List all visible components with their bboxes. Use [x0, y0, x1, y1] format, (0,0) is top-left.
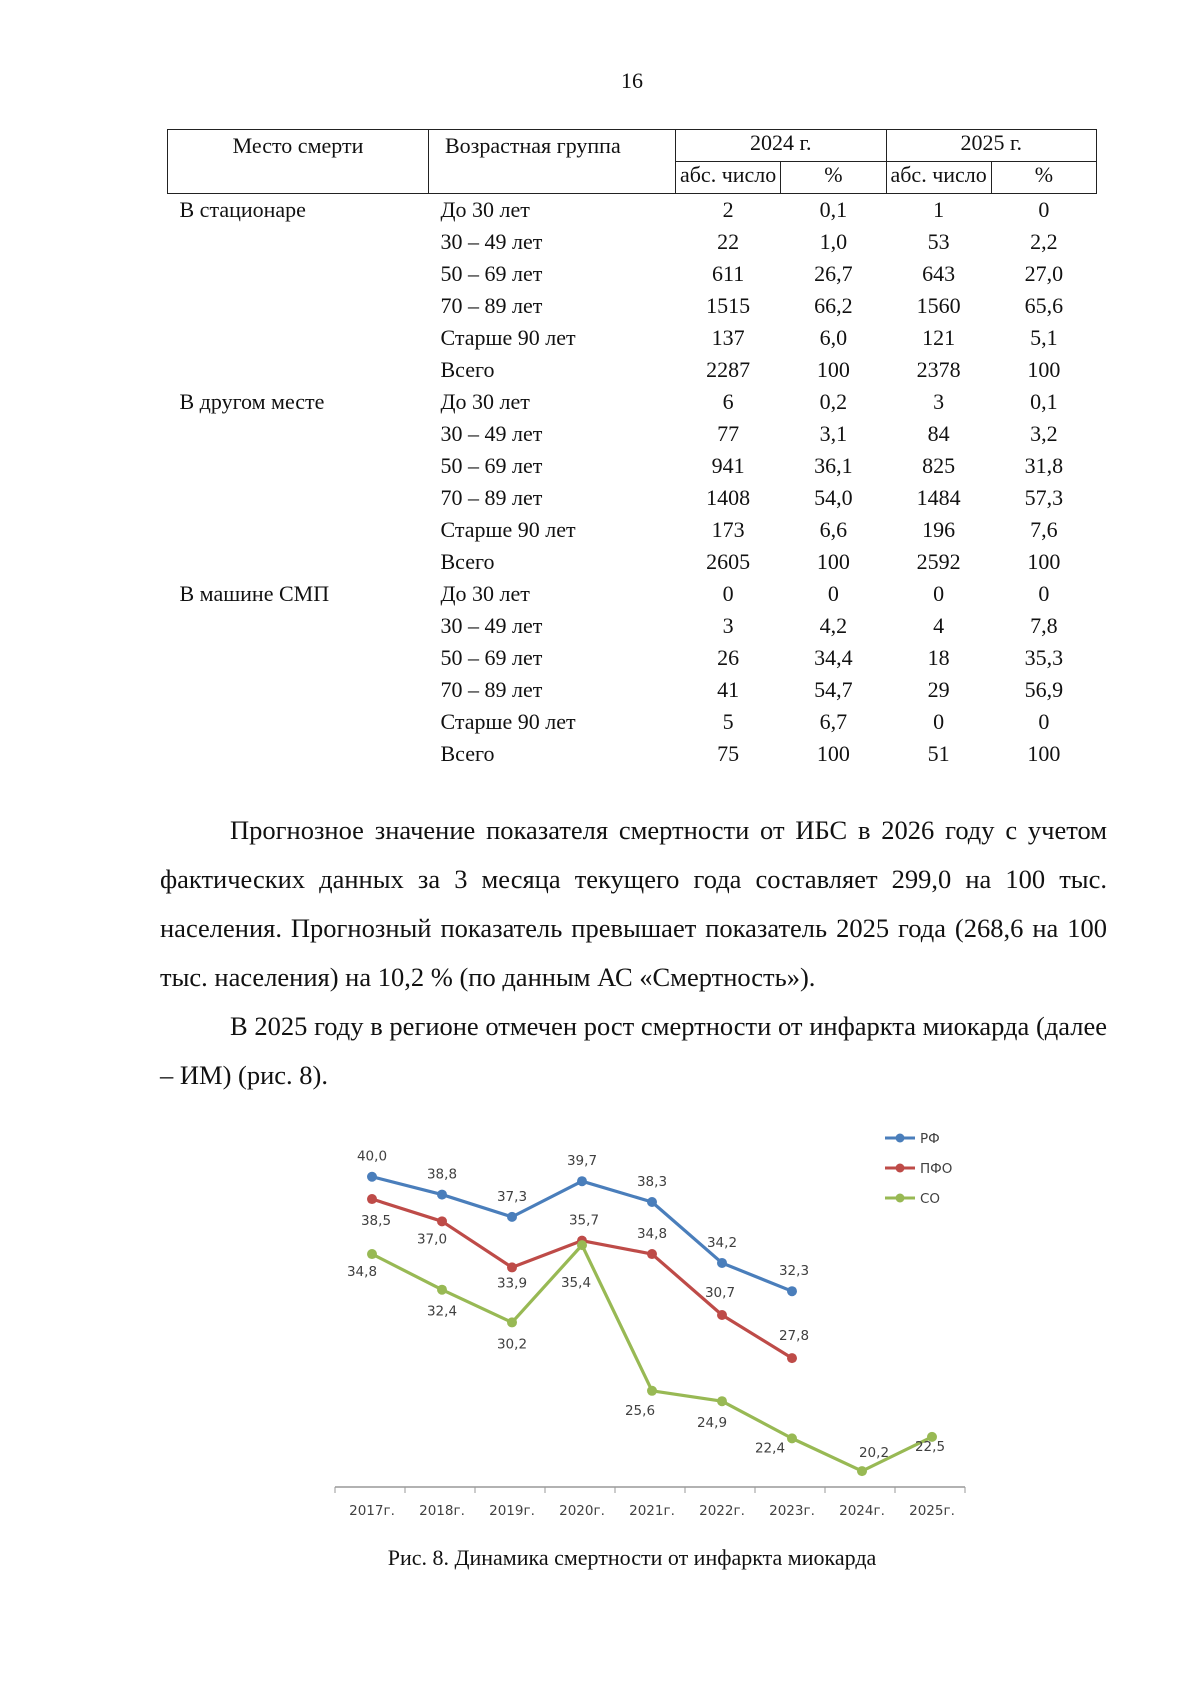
data-point — [367, 1194, 377, 1204]
cell-abs-2024: 2 — [722, 197, 734, 222]
cell-abs-2024: 3 — [722, 613, 734, 638]
x-tick-label: 2020г. — [559, 1503, 605, 1519]
data-point — [717, 1258, 727, 1268]
cell-abs-2025: 18 — [927, 645, 950, 670]
cell-abs-2025: 53 — [927, 229, 950, 254]
data-label: 32,4 — [426, 1303, 458, 1320]
x-tick-label: 2019г. — [489, 1503, 535, 1519]
cell-abs-2024: 2605 — [706, 549, 751, 574]
cell-place — [168, 514, 429, 546]
cell-pct-2025: 35,3 — [1024, 645, 1064, 670]
table-row — [168, 546, 1097, 578]
data-label: 34,8 — [636, 1226, 668, 1243]
data-label: 34,8 — [346, 1264, 378, 1281]
table-row — [168, 514, 1097, 546]
cell-abs-2024: 6 — [722, 389, 734, 414]
data-point — [717, 1396, 727, 1406]
cell-age-group: 70 – 89 лет — [440, 677, 543, 702]
data-point — [367, 1172, 377, 1182]
cell-place — [168, 322, 429, 354]
cell-abs-2025: 196 — [922, 517, 956, 542]
data-label: 30,2 — [496, 1336, 528, 1353]
data-label: 37,0 — [416, 1231, 448, 1248]
x-tick-label: 2021г. — [629, 1503, 675, 1519]
cell-pct-2025: 2,2 — [1030, 229, 1058, 254]
legend-label: РФ — [920, 1131, 940, 1147]
cell-pct-2025: 0 — [1038, 581, 1050, 606]
cell-pct-2024: 100 — [816, 549, 850, 574]
cell-abs-2025: 1 — [933, 197, 945, 222]
cell-pct-2025: 100 — [1027, 549, 1061, 574]
cell-abs-2024: 1408 — [706, 485, 751, 510]
cell-abs-2025: 643 — [922, 261, 956, 286]
paragraph-text: В 2025 году в регионе отмечен рост смертности от инфаркта миокарда (далее – ИМ) (рис. 8). — [160, 1011, 1107, 1090]
cell-age-group: До 30 лет — [440, 389, 530, 414]
paragraph-forecast — [160, 806, 1107, 1002]
data-point — [787, 1433, 797, 1443]
header-year-2024: 2024 г. — [676, 130, 887, 162]
cell-pct-2025: 100 — [1027, 741, 1061, 766]
cell-age-group: 70 – 89 лет — [440, 293, 543, 318]
cell-age-group: Старше 90 лет — [440, 325, 576, 350]
cell-pct-2024: 0,1 — [819, 197, 848, 222]
data-point — [787, 1286, 797, 1296]
data-label: 34,2 — [706, 1234, 738, 1251]
series-line-2 — [372, 1245, 932, 1471]
cell-place — [168, 610, 429, 642]
x-tick-label: 2018г. — [419, 1503, 465, 1519]
data-point — [507, 1212, 517, 1222]
data-label: 22,5 — [914, 1438, 946, 1455]
data-point — [367, 1249, 377, 1259]
paragraph-text: Прогнозное значение показателя смертности от ИБС в 2026 году с учетом фактических данных за 3 месяца текущего года составляет 299,0 на 100 тыс. населения. Прогнозный показатель превышает показатель 2025 года (268,6 на 100 тыс. населения) на 10,2 % (по данным АС «Смертность»). — [160, 815, 1107, 992]
table-row — [168, 354, 1097, 386]
cell-pct-2025: 0 — [1038, 709, 1050, 734]
data-point — [577, 1240, 587, 1250]
table-row — [168, 450, 1097, 482]
data-point — [437, 1216, 447, 1226]
cell-place — [168, 354, 429, 386]
cell-pct-2024: 26,7 — [814, 261, 853, 286]
table-row — [168, 610, 1097, 642]
data-label: 40,0 — [356, 1148, 388, 1165]
data-point — [507, 1317, 517, 1327]
cell-age-group: 50 – 69 лет — [440, 453, 543, 478]
cell-abs-2024: 2287 — [706, 357, 751, 382]
cell-pct-2025: 0 — [1038, 197, 1050, 222]
cell-abs-2024: 75 — [717, 741, 740, 766]
cell-pct-2024: 6,7 — [819, 709, 848, 734]
cell-abs-2025: 1484 — [916, 485, 961, 510]
data-point — [787, 1353, 797, 1363]
cell-pct-2025: 5,1 — [1030, 325, 1058, 350]
mortality-place-table — [167, 129, 1097, 770]
header-year-2025: 2025 г. — [886, 130, 1097, 162]
cell-pct-2024: 4,2 — [819, 613, 848, 638]
cell-place — [168, 642, 429, 674]
cell-age-group: 50 – 69 лет — [440, 261, 543, 286]
header-age-group: Возрастная группа — [429, 130, 676, 194]
data-label: 20,2 — [858, 1445, 890, 1462]
data-label: 33,9 — [496, 1275, 528, 1292]
data-label: 24,9 — [696, 1415, 728, 1432]
cell-pct-2024: 34,4 — [814, 645, 853, 670]
cell-abs-2025: 29 — [927, 677, 950, 702]
data-label: 22,4 — [754, 1440, 786, 1457]
cell-abs-2025: 121 — [922, 325, 956, 350]
cell-pct-2025: 7,6 — [1030, 517, 1058, 542]
cell-place — [168, 418, 429, 450]
table-body — [168, 194, 1097, 771]
data-point — [507, 1262, 517, 1272]
cell-place — [168, 290, 429, 322]
cell-pct-2024: 54,0 — [814, 485, 853, 510]
cell-pct-2025: 31,8 — [1024, 453, 1064, 478]
table-row — [168, 226, 1097, 258]
cell-age-group: Всего — [440, 357, 495, 382]
cell-age-group: 30 – 49 лет — [440, 229, 543, 254]
cell-pct-2024: 100 — [816, 357, 850, 382]
cell-place — [168, 450, 429, 482]
cell-place — [168, 546, 429, 578]
cell-age-group: 50 – 69 лет — [440, 645, 543, 670]
header-abs-2024: абс. число — [676, 162, 781, 194]
cell-abs-2024: 22 — [717, 229, 740, 254]
page-number: 16 — [621, 68, 643, 93]
cell-abs-2025: 2378 — [916, 357, 961, 382]
cell-age-group: До 30 лет — [440, 581, 530, 606]
cell-pct-2025: 7,8 — [1030, 613, 1058, 638]
mi-mortality-line-chart — [330, 1115, 1010, 1535]
cell-abs-2024: 26 — [717, 645, 740, 670]
cell-age-group: 30 – 49 лет — [440, 613, 543, 638]
cell-place — [168, 738, 429, 770]
cell-abs-2025: 0 — [933, 709, 945, 734]
cell-abs-2025: 825 — [922, 453, 956, 478]
cell-pct-2025: 56,9 — [1024, 677, 1064, 702]
table-row — [168, 738, 1097, 770]
data-label: 38,3 — [636, 1174, 668, 1191]
cell-pct-2024: 0 — [827, 581, 839, 606]
data-point — [437, 1285, 447, 1295]
data-label: 35,7 — [568, 1212, 600, 1229]
cell-age-group: Всего — [440, 741, 495, 766]
cell-abs-2025: 4 — [933, 613, 945, 638]
cell-place — [168, 226, 429, 258]
cell-abs-2024: 611 — [712, 261, 745, 286]
cell-pct-2024: 3,1 — [819, 421, 848, 446]
table-row — [168, 418, 1097, 450]
data-label: 38,5 — [360, 1213, 392, 1230]
legend-marker — [896, 1164, 905, 1173]
data-point — [647, 1386, 657, 1396]
paragraph-mi-growth — [160, 1002, 1107, 1100]
legend-label: СО — [920, 1191, 941, 1207]
cell-age-group: Всего — [440, 549, 495, 574]
cell-pct-2024: 0,2 — [819, 389, 848, 414]
table-row — [168, 386, 1097, 418]
legend-marker — [896, 1134, 905, 1143]
cell-place: В машине СМП — [179, 581, 330, 606]
cell-pct-2025: 65,6 — [1024, 293, 1064, 318]
cell-place — [168, 706, 429, 738]
table-row — [168, 642, 1097, 674]
cell-pct-2024: 6,0 — [819, 325, 848, 350]
data-label: 25,6 — [624, 1402, 656, 1419]
cell-place: В другом месте — [179, 389, 325, 414]
cell-abs-2025: 1560 — [916, 293, 961, 318]
cell-place — [168, 482, 429, 514]
cell-pct-2024: 100 — [816, 741, 850, 766]
legend-label: ПФО — [920, 1161, 953, 1177]
data-point — [857, 1466, 867, 1476]
cell-pct-2025: 100 — [1027, 357, 1061, 382]
x-tick-label: 2024г. — [839, 1503, 885, 1519]
data-label: 32,3 — [778, 1263, 810, 1280]
data-label: 27,8 — [778, 1328, 810, 1345]
data-label: 38,8 — [426, 1166, 458, 1183]
header-place: Место смерти — [168, 130, 429, 194]
data-point — [437, 1190, 447, 1200]
cell-abs-2025: 2592 — [916, 549, 961, 574]
cell-abs-2024: 77 — [717, 421, 740, 446]
data-label: 30,7 — [704, 1284, 736, 1301]
cell-abs-2025: 84 — [927, 421, 950, 446]
table-row — [168, 482, 1097, 514]
cell-abs-2025: 3 — [933, 389, 945, 414]
cell-pct-2024: 6,6 — [819, 517, 848, 542]
data-point — [717, 1310, 727, 1320]
cell-age-group: Старше 90 лет — [440, 709, 576, 734]
x-tick-label: 2017г. — [349, 1503, 395, 1519]
cell-pct-2025: 0,1 — [1030, 389, 1058, 414]
table-row — [168, 578, 1097, 610]
table-row — [168, 290, 1097, 322]
legend-marker — [896, 1194, 905, 1203]
header-pct-2025: % — [991, 162, 1096, 194]
x-tick-label: 2025г. — [909, 1503, 955, 1519]
cell-place: В стационаре — [179, 197, 306, 222]
x-tick-label: 2023г. — [769, 1503, 815, 1519]
header-abs-2025: абс. число — [886, 162, 991, 194]
data-label: 37,3 — [496, 1188, 528, 1205]
figure-caption: Рис. 8. Динамика смертности от инфаркта миокарда — [387, 1545, 877, 1570]
table-row — [168, 674, 1097, 706]
cell-place — [168, 674, 429, 706]
cell-pct-2024: 66,2 — [814, 293, 853, 318]
table-row — [168, 194, 1097, 227]
cell-abs-2024: 0 — [722, 581, 734, 606]
cell-age-group: 30 – 49 лет — [440, 421, 543, 446]
cell-abs-2024: 5 — [722, 709, 734, 734]
cell-abs-2024: 137 — [711, 325, 745, 350]
cell-abs-2024: 41 — [717, 677, 740, 702]
table-row — [168, 258, 1097, 290]
cell-pct-2025: 57,3 — [1024, 485, 1064, 510]
header-pct-2024: % — [781, 162, 886, 194]
data-point — [647, 1197, 657, 1207]
cell-pct-2024: 1,0 — [819, 229, 848, 254]
cell-abs-2024: 173 — [711, 517, 745, 542]
cell-age-group: 70 – 89 лет — [440, 485, 543, 510]
cell-abs-2025: 51 — [927, 741, 950, 766]
cell-place — [168, 258, 429, 290]
cell-age-group: До 30 лет — [440, 197, 530, 222]
cell-pct-2024: 54,7 — [814, 677, 853, 702]
cell-pct-2025: 27,0 — [1024, 261, 1064, 286]
cell-pct-2025: 3,2 — [1030, 421, 1058, 446]
cell-age-group: Старше 90 лет — [440, 517, 576, 542]
cell-abs-2024: 941 — [711, 453, 745, 478]
cell-abs-2025: 0 — [933, 581, 945, 606]
data-label: 35,4 — [560, 1275, 592, 1292]
cell-abs-2024: 1515 — [706, 293, 751, 318]
table-row — [168, 706, 1097, 738]
data-point — [647, 1249, 657, 1259]
data-label: 39,7 — [566, 1153, 598, 1170]
x-tick-label: 2022г. — [699, 1503, 745, 1519]
data-point — [577, 1176, 587, 1186]
cell-pct-2024: 36,1 — [814, 453, 853, 478]
table-row — [168, 322, 1097, 354]
